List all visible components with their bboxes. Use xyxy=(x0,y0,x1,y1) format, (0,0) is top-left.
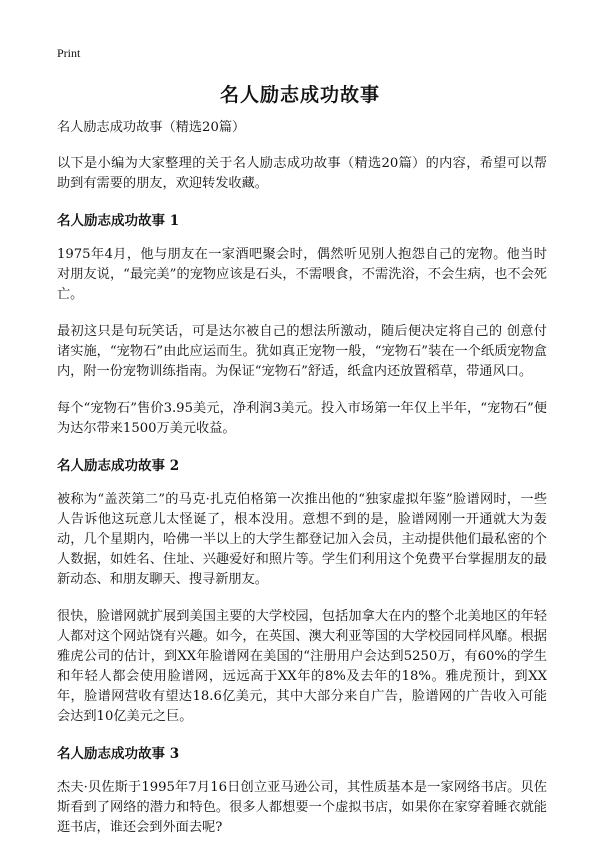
article-body xyxy=(57,118,547,855)
story-section-3 xyxy=(57,744,547,838)
print-link[interactable]: Print xyxy=(57,46,81,60)
story-section-1 xyxy=(57,211,547,439)
story-heading-1: 名人励志成功故事 1 xyxy=(57,213,180,229)
intro-paragraph: 以下是小编为大家整理的关于名人励志成功故事（精选20篇）的内容，希望可以帮助到有需要的朋友，欢迎转发收藏。 xyxy=(57,156,547,191)
story-2-paragraph-1: 被称为“盖茨第二”的马克·扎克伯格第一次推出他的“独家虚拟年鉴”脸谱网时，一些人告诉他这玩意儿太怪诞了，根本没用。意想不到的是，脸谱网刚一开通就大为轰动，几个星期内，哈佛一半以上的大学生都登记加入会员，主动提供他们最私密的个人数据，如姓名、住址、兴趣爱好和照片等。学生们利用这个免费平台掌握朋友的最新动态、和朋友聊天、搜寻新朋友。 xyxy=(57,492,547,587)
story-1-paragraph-1: 1975年4月，他与朋友在一家酒吧聚会时，偶然听见别人抱怨自己的宠物。他当时对朋友说，“最完美”的宠物应该是石头，不需喂食，不需洗浴，不会生病，也不会死亡。 xyxy=(57,247,547,302)
story-heading-3: 名人励志成功故事 3 xyxy=(57,746,180,762)
page-title: 名人励志成功故事 xyxy=(219,84,380,106)
story-1-paragraph-3: 每个“宠物石”售价3.95美元，净利润3美元。投入市场第一年仅上半年，“宠物石”便为达尔带来1500万美元收益。 xyxy=(57,401,547,436)
story-2-paragraph-2: 很快，脸谱网就扩展到美国主要的大学校园，包括加拿大在内的整个北美地区的年轻人都对这个网站饶有兴趣。如今，在英国、澳大利亚等国的大学校园同样风靡。根据雅虎公司的估计，到XX年脸谱网在美国的“注册用户会达到5250万，有60%的学生和年轻人都会使用脸谱网，远远高于XX年的8%及去年的18%。雅虎预计，到XX年，脸谱网营收有望达18.6亿美元，其中大部分来自广告，脸谱网的广告收入可能会达到10亿美元之巨。 xyxy=(57,609,547,724)
intro-subtitle: 名人励志成功故事（精选20篇） xyxy=(57,120,246,135)
story-heading-2: 名人励志成功故事 2 xyxy=(57,458,180,474)
story-1-paragraph-2: 最初这只是句玩笑话，可是达尔被自己的想法所激动，随后便决定将自己的 创意付诸实施，“宠物石”由此应运而生。犹如真正宠物一般，“宠物石”装在一个纸质宠物盒内，附一份宠物训练指南。为保证“宠物石”舒适，纸盒内还放置稻草，带通风口。 xyxy=(57,324,547,379)
story-section-2 xyxy=(57,456,547,727)
story-3-paragraph-1: 杰夫·贝佐斯于1995年7月16日创立亚马逊公司，其性质基本是一家网络书店。贝佐斯看到了网络的潜力和特色。很多人都想要一个虚拟书店，如果你在家穿着睡衣就能逛书店，谁还会到外面去呢? xyxy=(57,780,547,835)
